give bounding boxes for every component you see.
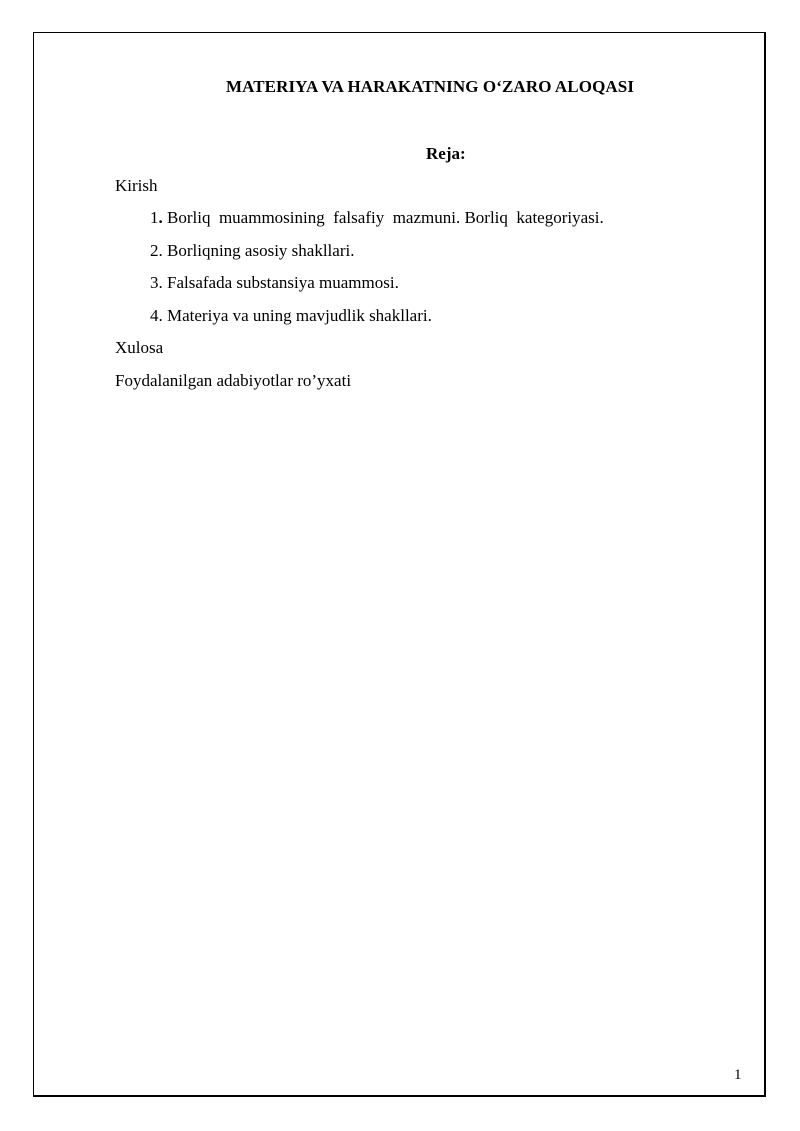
references-heading: Foydalanilgan adabiyotlar ro’yxati bbox=[115, 371, 352, 390]
document-title: MATERIYA VA HARAKATNING O‘ZARO ALOQASI bbox=[225, 77, 635, 96]
plan-item-2 bbox=[150, 241, 354, 261]
conclusion-heading: Xulosa bbox=[115, 338, 164, 357]
plan-item-1-text: Borliq muammosining falsafiy mazmuni. Borliq kategoriyasi. bbox=[162, 208, 604, 227]
plan-item-2-text: Borliqning asosiy shakllari. bbox=[162, 241, 355, 260]
plan-item-1-punct: . bbox=[158, 208, 163, 227]
intro-heading: Kirish bbox=[115, 176, 158, 195]
plan-item-3-text: Falsafada substansiya muammosi. bbox=[162, 273, 399, 292]
page-number: 1 bbox=[734, 1067, 742, 1083]
plan-item-1-number: 1 bbox=[150, 208, 159, 227]
plan-item-4 bbox=[150, 306, 432, 326]
plan-item-3 bbox=[150, 273, 399, 293]
plan-item-2-number: 2. bbox=[150, 241, 163, 260]
plan-item-3-number: 3. bbox=[150, 273, 163, 292]
plan-item-4-text: Materiya va uning mavjudlik shakllari. bbox=[162, 306, 432, 325]
plan-heading: Reja: bbox=[426, 144, 466, 163]
plan-item-1 bbox=[150, 208, 604, 228]
plan-item-4-number: 4. bbox=[150, 306, 163, 325]
